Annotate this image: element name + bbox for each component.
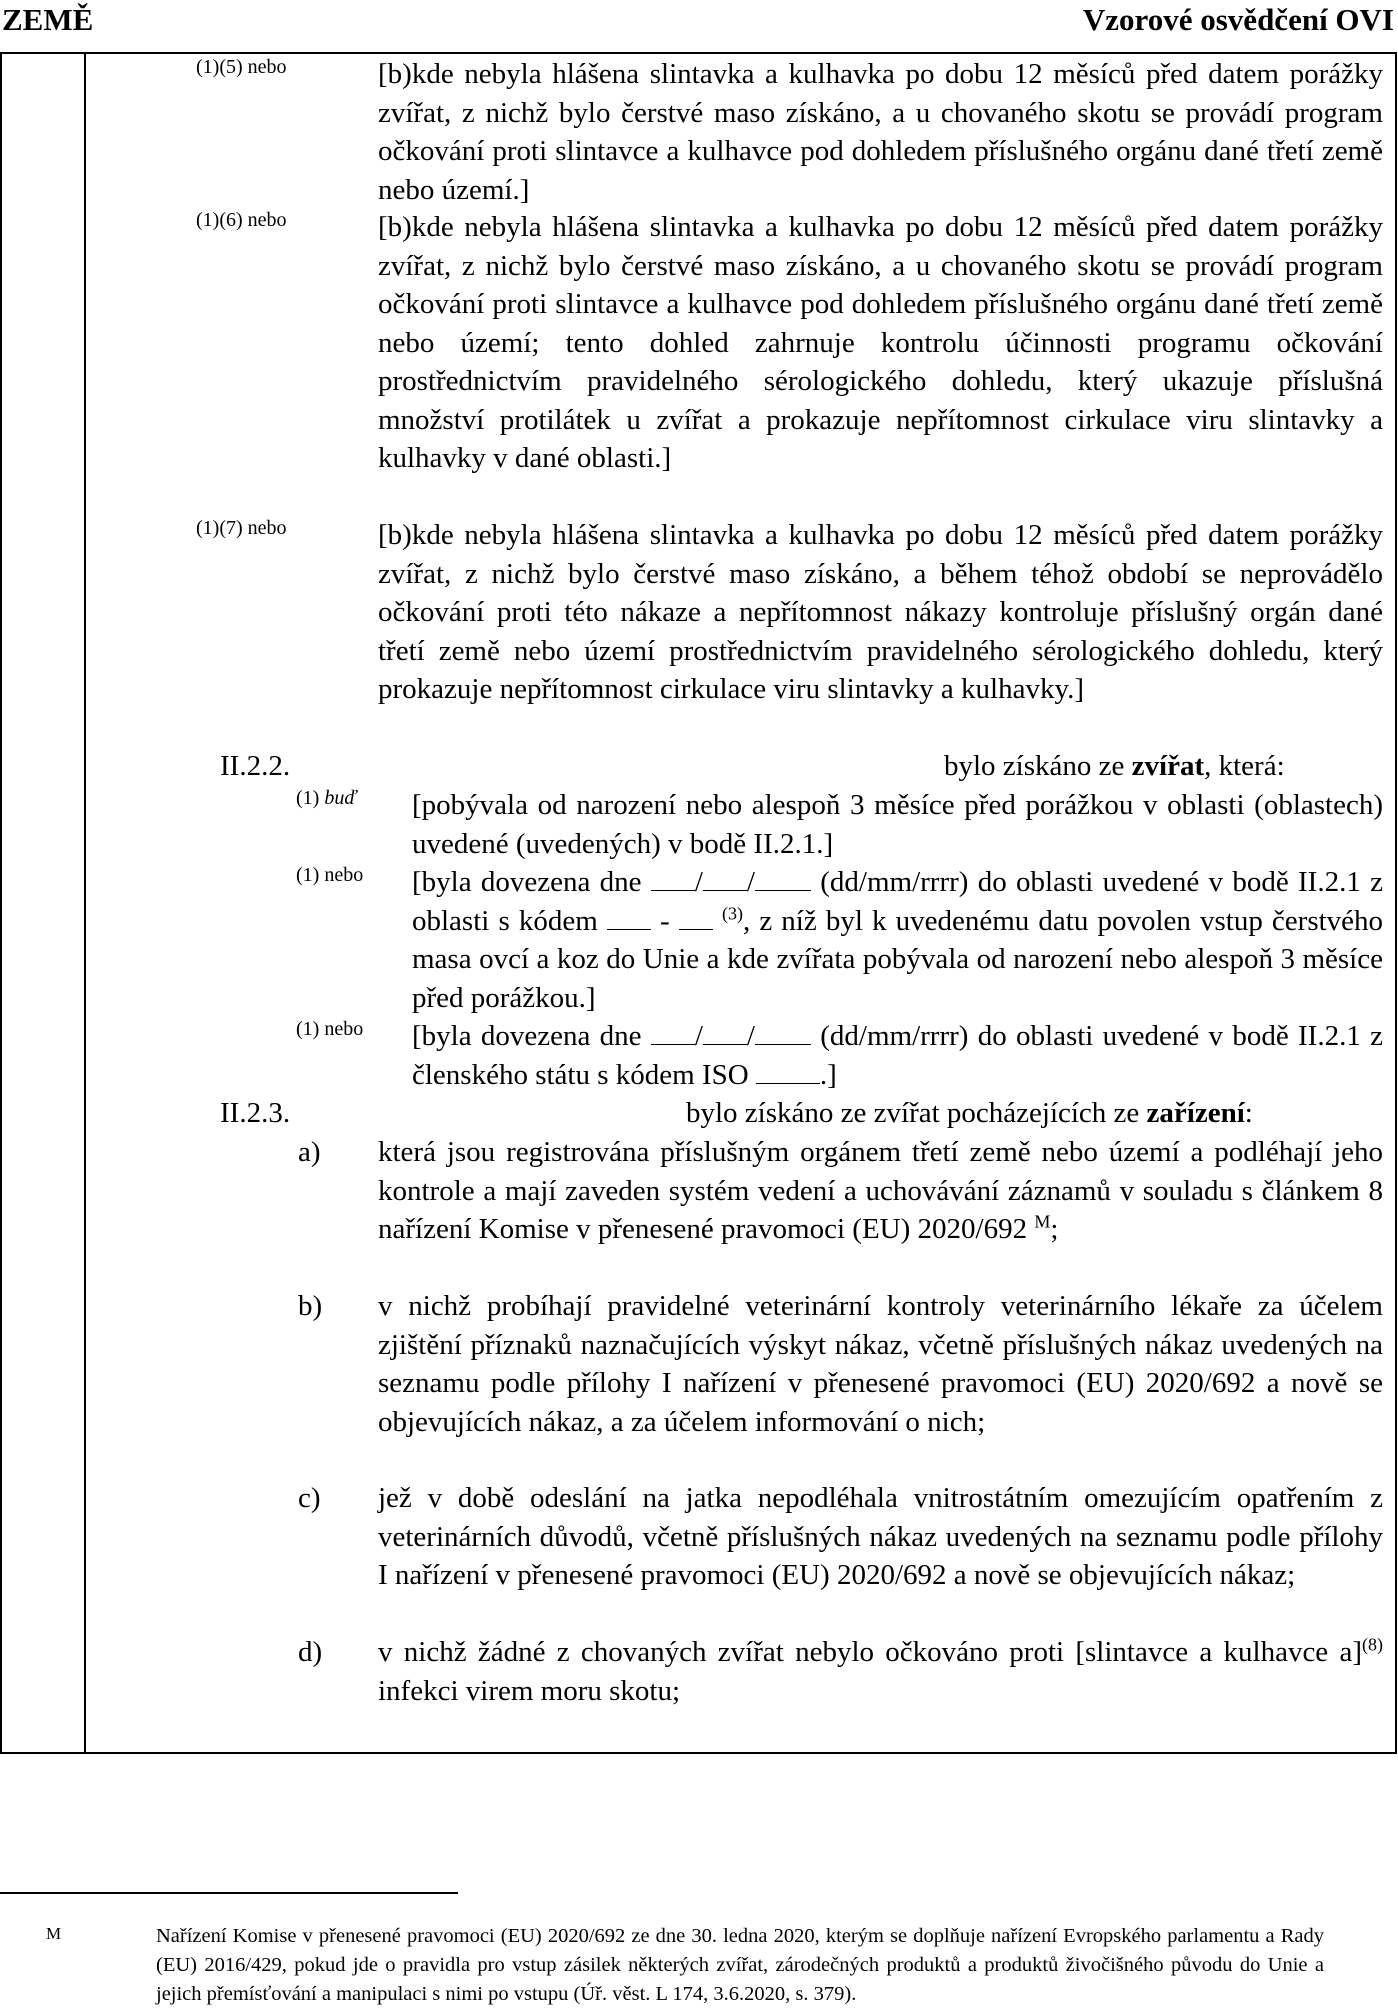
option-text-bud: [pobývala od narození nebo alespoň 3 měsíce před porážkou v oblasti (oblastech) uvedené (uvedených) v bodě II.2.1.]	[412, 789, 1383, 860]
area-code-suffix-blank[interactable]	[679, 905, 713, 930]
item-letter-b: b)	[298, 1290, 323, 1322]
footnote-mark: M	[46, 1924, 62, 1943]
section-number-2-2-3: II.2.3.	[220, 1097, 291, 1129]
item-letter-a: a)	[298, 1136, 321, 1168]
column-divider	[84, 52, 86, 1754]
month-blank-2[interactable]	[703, 1020, 747, 1045]
item-text-b: v nichž probíhají pravidelné veterinární kontroly veterinárního lékaře za účelem zjištění příznaků naznačujících výskyt nákaz, včetně příslušných nákaz uvedených na seznamu podle přílohy I nařízení v přenesené pravomoci (EU) 2020/692 a nově se objevujících nákaz, a za účelem informování o nich;	[378, 1290, 1383, 1438]
option-label-5: (1)(5) nebo	[196, 56, 287, 78]
section-number-2-2-2: II.2.2.	[220, 750, 291, 782]
year-blank[interactable]	[755, 866, 811, 891]
section-lead-2-2-3: bylo získáno ze zvířat pocházejících ze zařízení:	[686, 1097, 1253, 1129]
option-label-6: (1)(6) nebo	[196, 209, 287, 231]
iso-code-blank[interactable]	[756, 1059, 820, 1084]
month-blank[interactable]	[703, 866, 747, 891]
certificate-title: Vzorové osvědčení OVI	[1082, 2, 1394, 37]
option-label-7: (1)(7) nebo	[196, 517, 287, 539]
option-text-5: [b)kde nebyla hlášena slintavka a kulhavka po dobu 12 měsíců před datem porážky zvířat, z nichž bylo čerstvé maso získáno, a u chovaného skotu se provádí program očkování proti slintavce a kulhavce pod dohledem příslušného orgánu dané třetí země nebo území.]	[378, 58, 1383, 206]
item-text-c: jež v době odeslání na jatka nepodléhala vnitrostátním omezujícím opatřením z veterinárních důvodů, včetně příslušných nákaz uvedených na seznamu podle přílohy I nařízení v přenesené pravomoci (EU) 2020/692 a nově se objevujících nákaz;	[378, 1482, 1383, 1591]
country-header: ZEMĚ	[2, 2, 94, 37]
footnote-text: Nařízení Komise v přenesené pravomoci (EU) 2020/692 ze dne 30. ledna 2020, kterým se doplňuje nařízení Evropského parlamentu a Rady (EU) 2016/429, pokud jde o pravidla pro vstup zásilek některých zvířat, zárodečných produktů a produktů živočišného původu do Unie a jejich přemísťování a manipulaci s nimi po vstupu (Úř. věst. L 174, 3.6.2020, s. 379).	[156, 1925, 1324, 2005]
option-text-import-area: [byla dovezena dne / / (dd/mm/rrrr) do oblasti uvedené v bodě II.2.1 z oblasti s kódem - $^{(3)}$, z níž byl k uvedenému datu povolen vstup čerstvého masa ovcí a koz do Unie a kde zvířata pobývala od narození nebo alespoň 3 měsíce před porážkou.]	[412, 866, 1384, 1014]
section-lead-2-2-2: bylo získáno ze zvířat, která:	[944, 750, 1285, 782]
option-label-bud: (1) buď	[296, 787, 357, 809]
option-text-import-member: [byla dovezena dne / / (dd/mm/rrrr) do oblasti uvedené v bodě II.2.1 z členského státu s kódem ISO .]	[412, 1020, 1383, 1091]
option-label-import-member: (1) nebo	[296, 1018, 364, 1040]
footnote-rule	[0, 1892, 458, 1894]
option-text-6: [b)kde nebyla hlášena slintavka a kulhavka po dobu 12 měsíců před datem porážky zvířat, z nichž bylo čerstvé maso získáno, a u chovaného skotu se provádí program očkování proti slintavce a kulhavce pod dohledem příslušného orgánu dané třetí země nebo území; tento dohled zahrnuje kontrolu účinnosti programu očkování prostřednictvím pravidelného sérologického dohledu, který ukazuje příslušná množství protilátek u zvířat a prokazuje nepřítomnost cirkulace viru slintavky a kulhavky v dané oblasti.]	[378, 211, 1383, 474]
day-blank-2[interactable]	[651, 1020, 695, 1045]
item-text-d: v nichž žádné z chovaných zvířat nebylo očkováno proti [slintavce a kulhavce a]$^{(8)}$ infekci virem moru skotu;	[378, 1634, 1383, 1707]
area-code-blank[interactable]	[607, 905, 651, 930]
option-label-import-area: (1) nebo	[296, 864, 364, 886]
item-text-a: která jsou registrována příslušným orgánem třetí země nebo území a podléhají jeho kontrole a mají zaveden systém vedení a uchovávání záznamů v souladu s článkem 8 nařízení Komise v přenesené pravomoci (EU) 2020/692 $^M$;	[378, 1136, 1383, 1245]
option-text-7: [b)kde nebyla hlášena slintavka a kulhavka po dobu 12 měsíců před datem porážky zvířat, z nichž bylo čerstvé maso získáno, a během téhož období se neprovádělo očkování proti této nákaze a nepřítomnost nákazy kontroluje příslušný orgán dané třetí země nebo území prostřednictvím pravidelného sérologického dohledu, který prokazuje nepřítomnost cirkulace viru slintavky a kulhavky.]	[378, 519, 1383, 705]
day-blank[interactable]	[651, 866, 695, 891]
item-letter-c: c)	[298, 1482, 321, 1514]
item-letter-d: d)	[298, 1636, 323, 1668]
year-blank-2[interactable]	[755, 1020, 811, 1045]
